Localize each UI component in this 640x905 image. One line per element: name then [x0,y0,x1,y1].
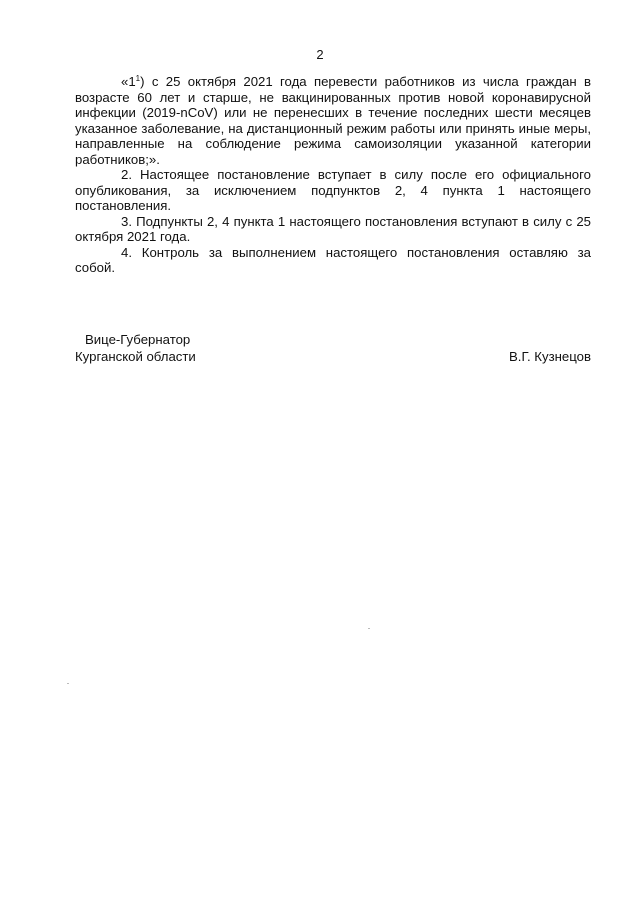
scan-artifact [67,683,69,684]
signatory-title [75,331,196,365]
document-body [75,74,591,276]
amendment-superscript: 1 [135,74,141,83]
paragraph-4: 4. Контроль за выполнением настоящего постановления оставляю за собой. [75,244,591,275]
signatory-position: Вице-Губернатор [85,332,191,347]
paragraph-2: 2. Настоящее постановление вступает в силу после его официального опубликования, за исключением подпунктов 2, 4 пункта 1 настоящего постановления. [75,167,591,213]
signature-block [75,331,591,371]
paragraph-amendment [75,74,591,167]
amendment-text: ) с 25 октября 2021 года перевести работников из числа граждан в возрасте 60 лет и старше, не вакцинированных против новой коронавирусной инфекции (2019-nCoV) или не перенесших в течение последних шести месяцев указанное заболевание, на дистанционный режим работы или принять иные меры, направленные на соблюдение режима самоизоляции указанной категории работников;». [75,74,591,167]
amendment-item-number: «1 [121,74,136,89]
scan-artifact [368,628,370,629]
signatory-name: В.Г. Кузнецов [508,349,591,364]
paragraph-3: 3. Подпункты 2, 4 пункта 1 настоящего постановления вступают в силу с 25 октября 2021 года. [75,213,591,244]
signatory-region: Курганской области [75,349,196,364]
page-number: 2 [316,47,324,62]
